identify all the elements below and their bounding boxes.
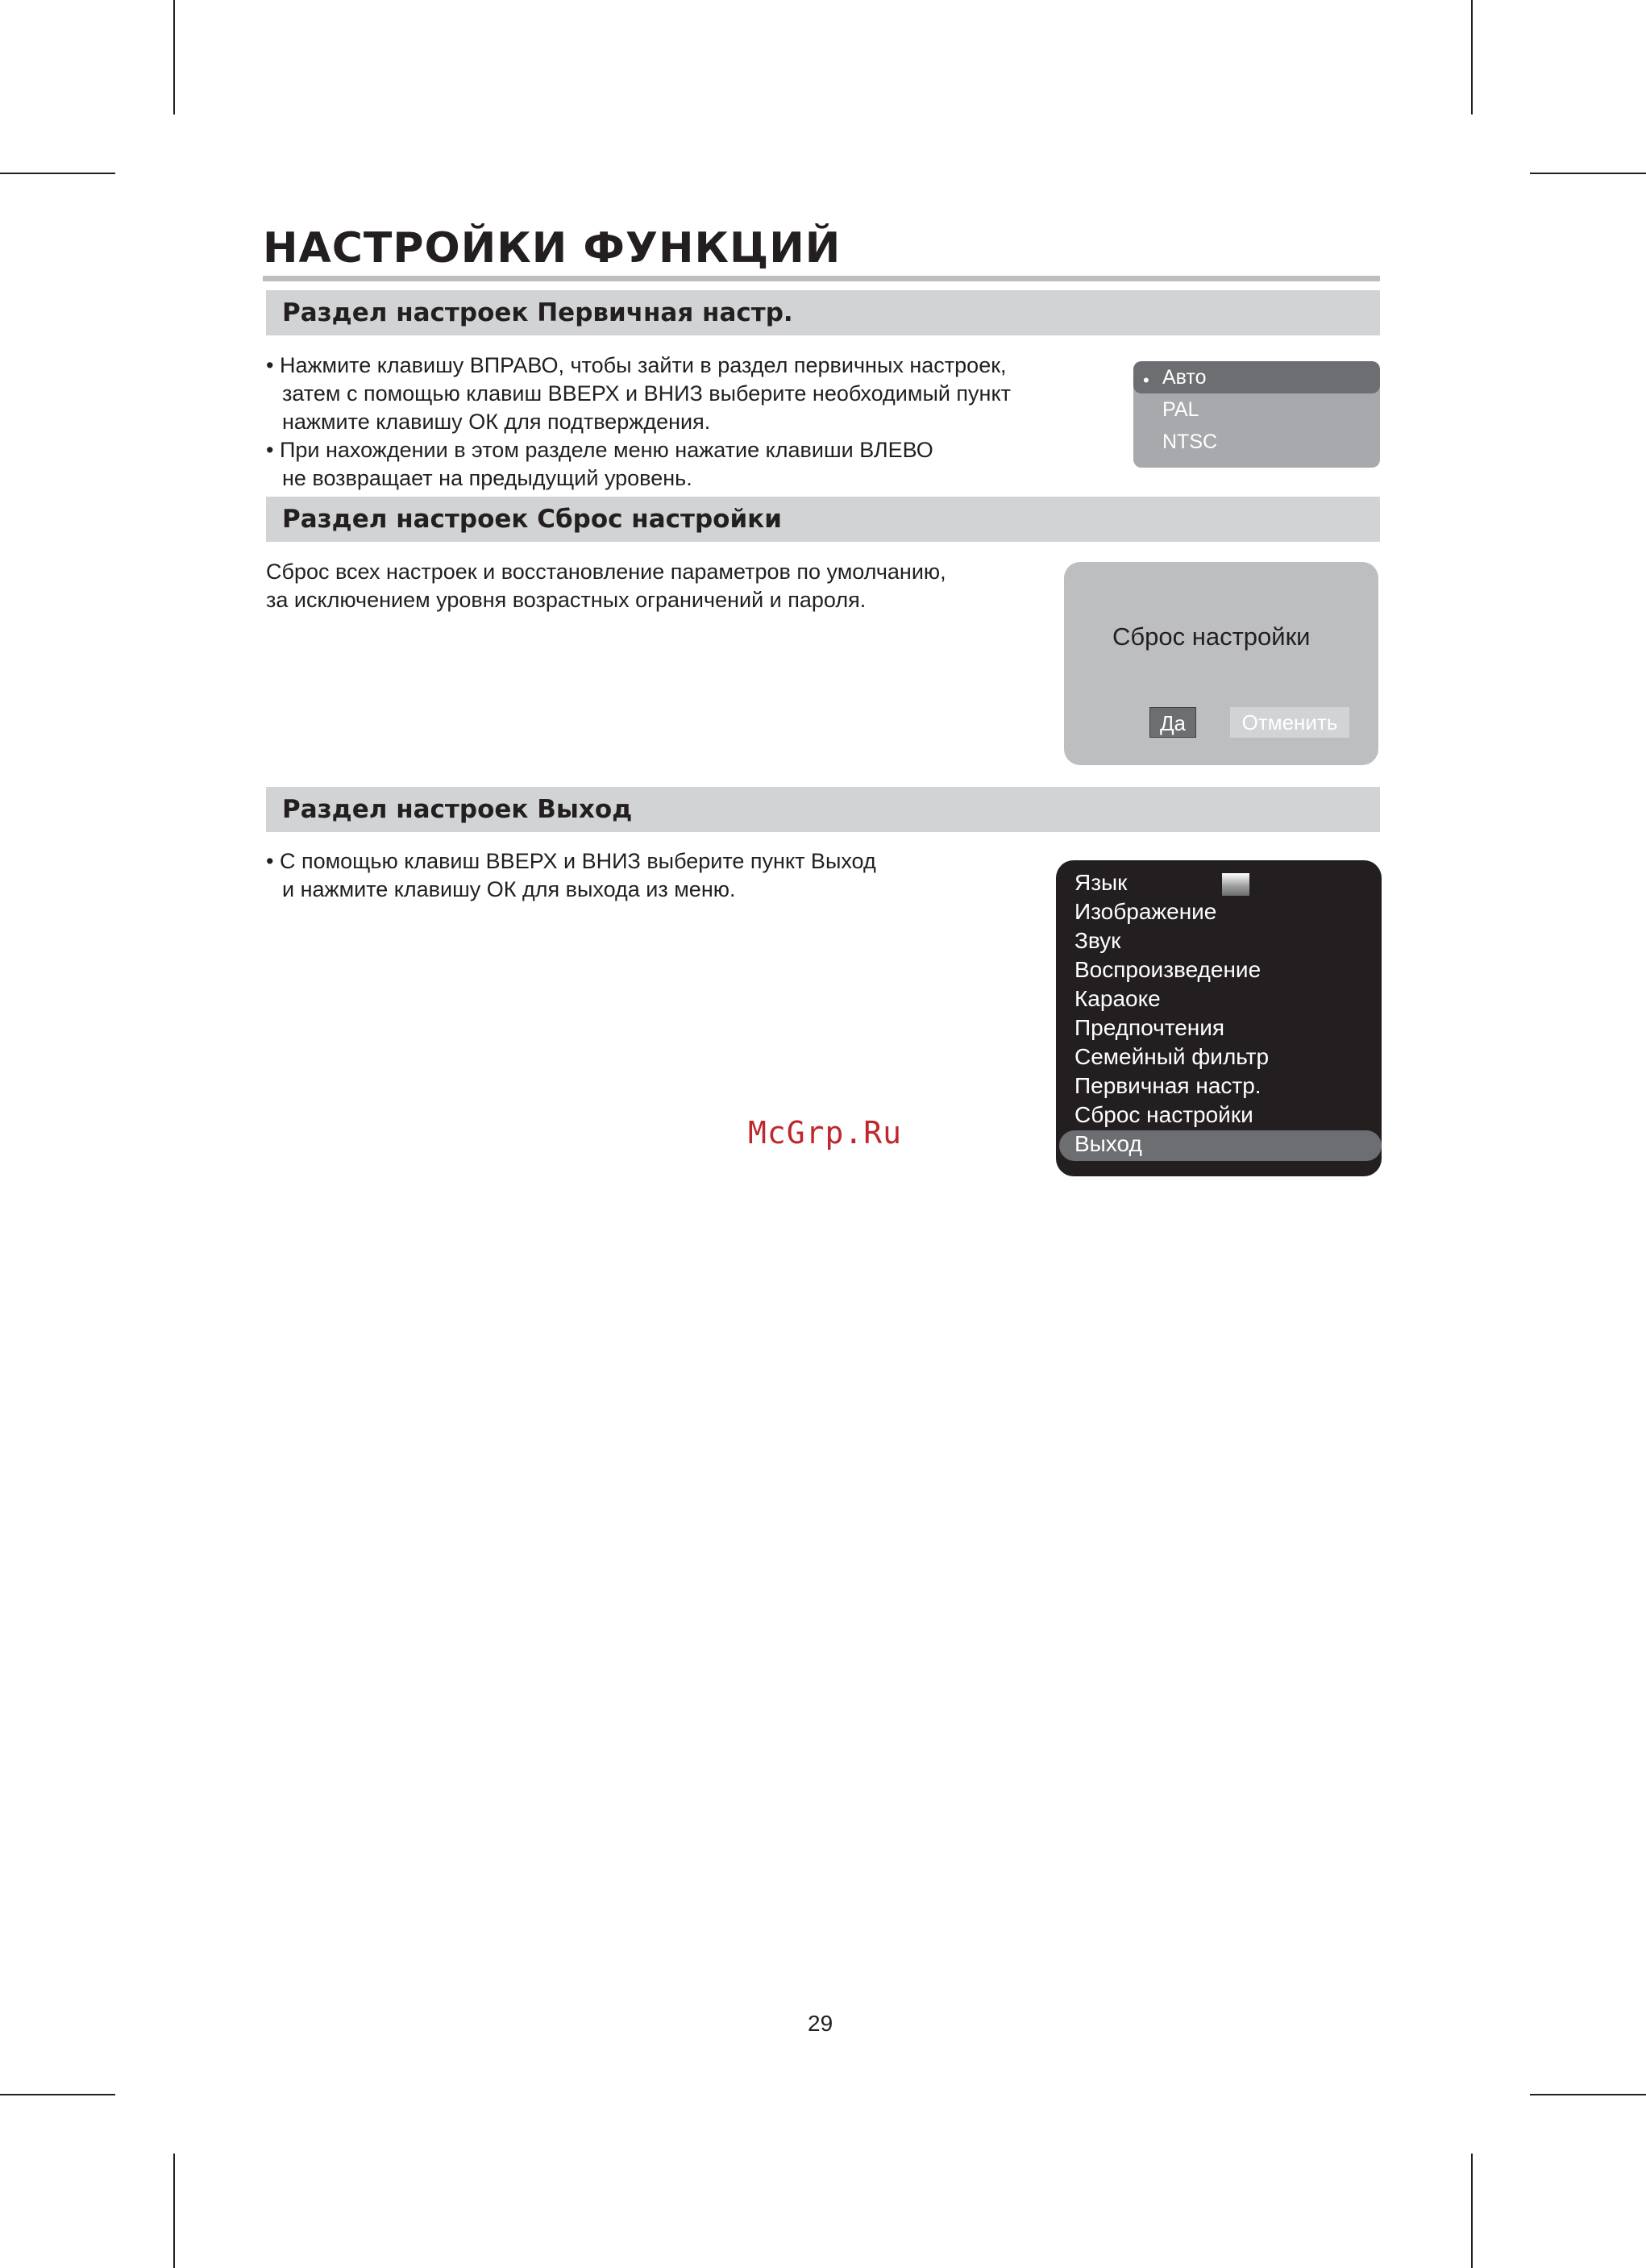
exit-description	[266, 847, 1040, 904]
menu-item-exit[interactable]: Выход	[1074, 1131, 1142, 1156]
text-line: за исключением уровня возрастных ограничений и пароля.	[266, 588, 867, 612]
text-line: • С помощью клавиш ВВЕРХ и ВНИЗ выберите пункт Выход	[266, 849, 876, 873]
text-line: Сброс всех настроек и восстановление параметров по умолчанию,	[266, 560, 946, 584]
page-title: НАСТРОЙКИ ФУНКЦИЙ	[263, 224, 842, 273]
cancel-button[interactable]: Отменить	[1230, 707, 1349, 738]
crop-mark	[0, 2094, 115, 2095]
watermark: McGrp.Ru	[748, 1115, 903, 1151]
yes-button[interactable]: Да	[1149, 707, 1196, 738]
crop-mark	[1530, 2094, 1646, 2095]
text-line: • Нажмите клавишу ВПРАВО, чтобы зайти в раздел первичных настроек,	[266, 353, 1007, 377]
crop-mark	[1530, 173, 1646, 174]
selected-bullet: •	[1143, 370, 1149, 390]
menu-item-sound[interactable]: Звук	[1074, 928, 1121, 953]
option-pal[interactable]: PAL	[1162, 398, 1199, 421]
reset-dialog	[1064, 562, 1378, 765]
menu-item-language[interactable]: Язык	[1074, 870, 1128, 895]
menu-item-playback[interactable]: Воспроизведение	[1074, 957, 1262, 982]
section-heading-exit: Раздел настроек Выход	[266, 787, 1380, 832]
menu-item-reset[interactable]: Сброс настройки	[1074, 1102, 1253, 1127]
title-divider	[263, 276, 1380, 281]
dialog-title: Сброс настройки	[1112, 622, 1311, 651]
text-line: и нажмите клавишу ОК для выхода из меню.	[282, 877, 736, 901]
option-ntsc[interactable]: NTSC	[1162, 431, 1218, 453]
section-heading-primary: Раздел настроек Первичная настр.	[266, 290, 1380, 335]
crop-mark	[173, 2154, 175, 2268]
page-number: 29	[808, 2011, 833, 2036]
tv-format-menu	[1133, 361, 1380, 468]
primary-description	[266, 352, 1112, 493]
crop-mark	[0, 173, 115, 174]
language-flag-icon	[1222, 873, 1249, 896]
text-line: • При нахождении в этом разделе меню нажатие клавиши ВЛЕВО	[266, 438, 933, 462]
crop-mark	[173, 0, 175, 114]
text-line: нажмите клавишу ОК для подтверждения.	[282, 410, 711, 434]
option-auto[interactable]: Авто	[1162, 366, 1207, 389]
text-line: затем с помощью клавиш ВВЕРХ и ВНИЗ выберите необходимый пункт	[282, 381, 1011, 406]
menu-item-preferences[interactable]: Предпочтения	[1074, 1015, 1225, 1040]
setup-main-menu	[1056, 860, 1382, 1176]
section-heading-reset: Раздел настроек Сброс настройки	[266, 497, 1380, 542]
menu-item-primary-setup[interactable]: Первичная настр.	[1074, 1073, 1262, 1098]
menu-item-picture[interactable]: Изображение	[1074, 899, 1217, 924]
menu-item-family-filter[interactable]: Семейный фильтр	[1074, 1044, 1270, 1069]
crop-mark	[1471, 0, 1473, 114]
reset-description	[266, 558, 1040, 614]
text-line: не возвращает на предыдущий уровень.	[282, 466, 692, 490]
menu-item-karaoke[interactable]: Караоке	[1074, 986, 1161, 1011]
crop-mark	[1471, 2154, 1473, 2268]
